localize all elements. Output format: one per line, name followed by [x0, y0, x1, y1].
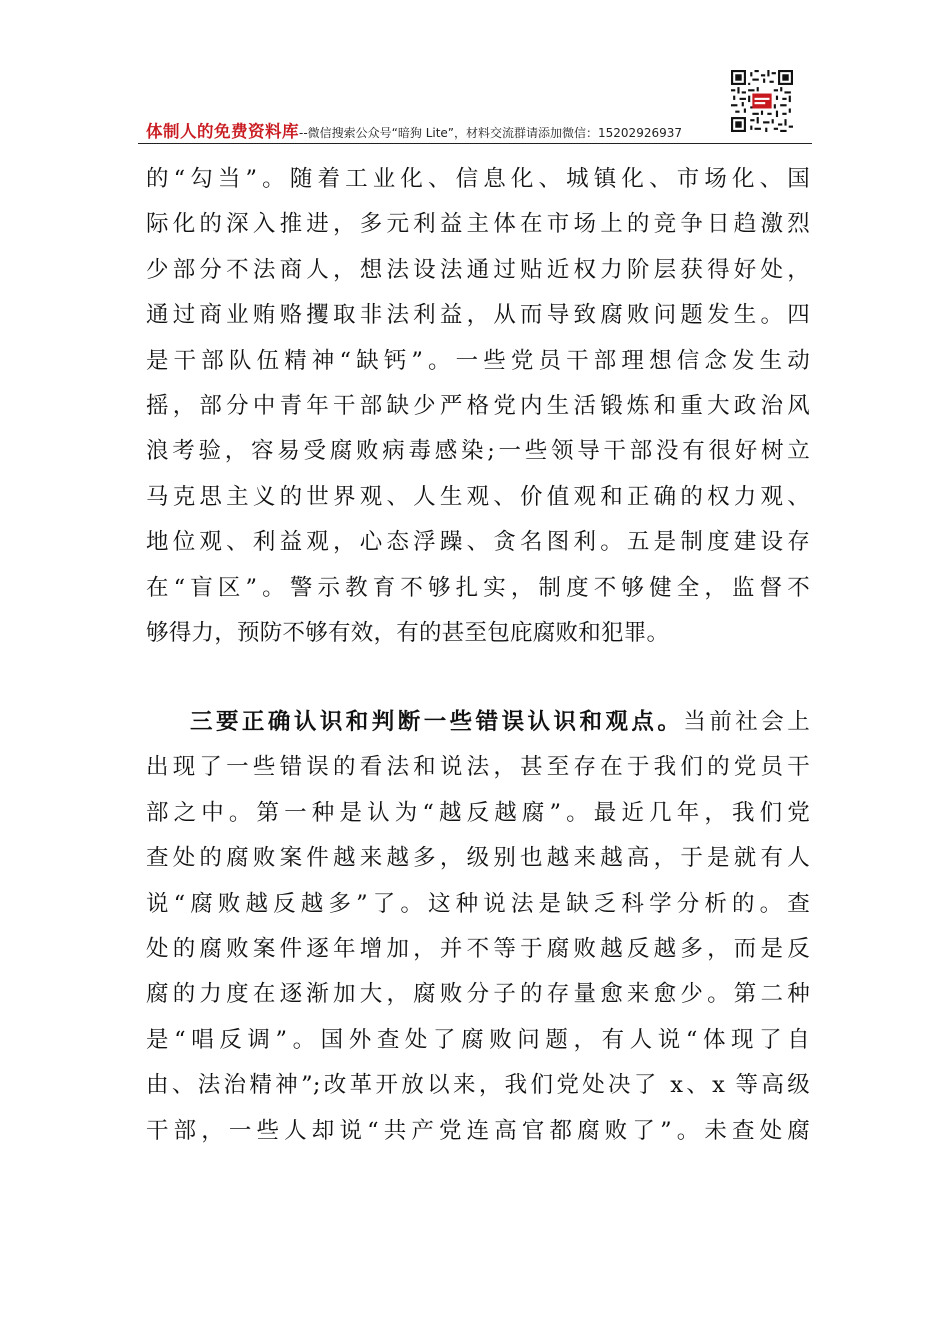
paragraph-line: 腐的力度在逐渐加大，腐败分子的存量愈来愈少。第二种 [146, 981, 810, 1008]
header-brand: 体制人的免费资料库 [146, 122, 299, 141]
paragraph-line: 是“唱反调”。国外查处了腐败问题，有人说“体现了自 [146, 1026, 810, 1053]
paragraph-first-line [146, 700, 810, 745]
paragraph-1 [146, 157, 810, 656]
paragraph-line: 浪考验，容易受腐败病毒感染;一些领导干部没有很好树立 [146, 438, 810, 465]
paragraph-line: 摇，部分中青年干部缺少严格党内生活锻炼和重大政治风 [146, 392, 810, 419]
paragraph-line: 地位观、利益观，心态浮躁、贪名图利。五是制度建设存 [146, 529, 810, 556]
paragraph-line: 够得力，预防不够有效，有的甚至包庇腐败和犯罪。 [146, 619, 670, 646]
header-divider [138, 143, 812, 144]
header-note: --微信搜索公众号“暗狗 Lite”，材料交流群请添加微信：15202926937 [299, 126, 682, 140]
paragraph-line: 处的腐败案件逐年增加，并不等于腐败越反越多，而是反 [146, 935, 810, 962]
paragraph-line: 马克思主义的世界观、人生观、价值观和正确的权力观、 [146, 483, 810, 510]
paragraph-line: 是干部队伍精神“缺钙”。一些党员干部理想信念发生动 [146, 347, 810, 374]
paragraph-line: 干部，一些人却说“共产党连高官都腐败了”。未查处腐 [146, 1117, 810, 1144]
paragraph-line: 际化的深入推进，多元利益主体在市场上的竞争日趋激烈 [146, 211, 810, 238]
page-header [146, 118, 812, 144]
paragraph-line: 通过商业贿赂攫取非法利益，从而导致腐败问题发生。四 [146, 302, 810, 329]
paragraph-line: 说“腐败越反越多”了。这种说法是缺乏科学分析的。查 [146, 890, 810, 917]
paragraph-line-rest: 当前社会上 [683, 709, 810, 735]
paragraph-line: 部之中。第一种是认为“越反越腐”。最近几年，我们党 [146, 799, 810, 826]
paragraph-line: 的“勾当”。随着工业化、信息化、城镇化、市场化、国 [146, 166, 810, 192]
paragraph-line: 出现了一些错误的看法和说法，甚至存在于我们的党员干 [146, 754, 810, 781]
paragraph-line: 由、法治精神”;改革开放以来，我们党处决了 x、x 等高级 [146, 1072, 810, 1099]
paragraph-line: 在“盲区”。警示教育不够扎实，制度不够健全，监督不 [146, 574, 810, 601]
paragraph-2 [146, 700, 810, 1154]
section-heading: 三要正确认识和判断一些错误认识和观点。 [190, 709, 684, 735]
paragraph-line: 少部分不法商人，想法设法通过贴近权力阶层获得好处， [146, 256, 810, 283]
paragraph-line: 查处的腐败案件越来越多，级别也越来越高，于是就有人 [146, 845, 810, 872]
